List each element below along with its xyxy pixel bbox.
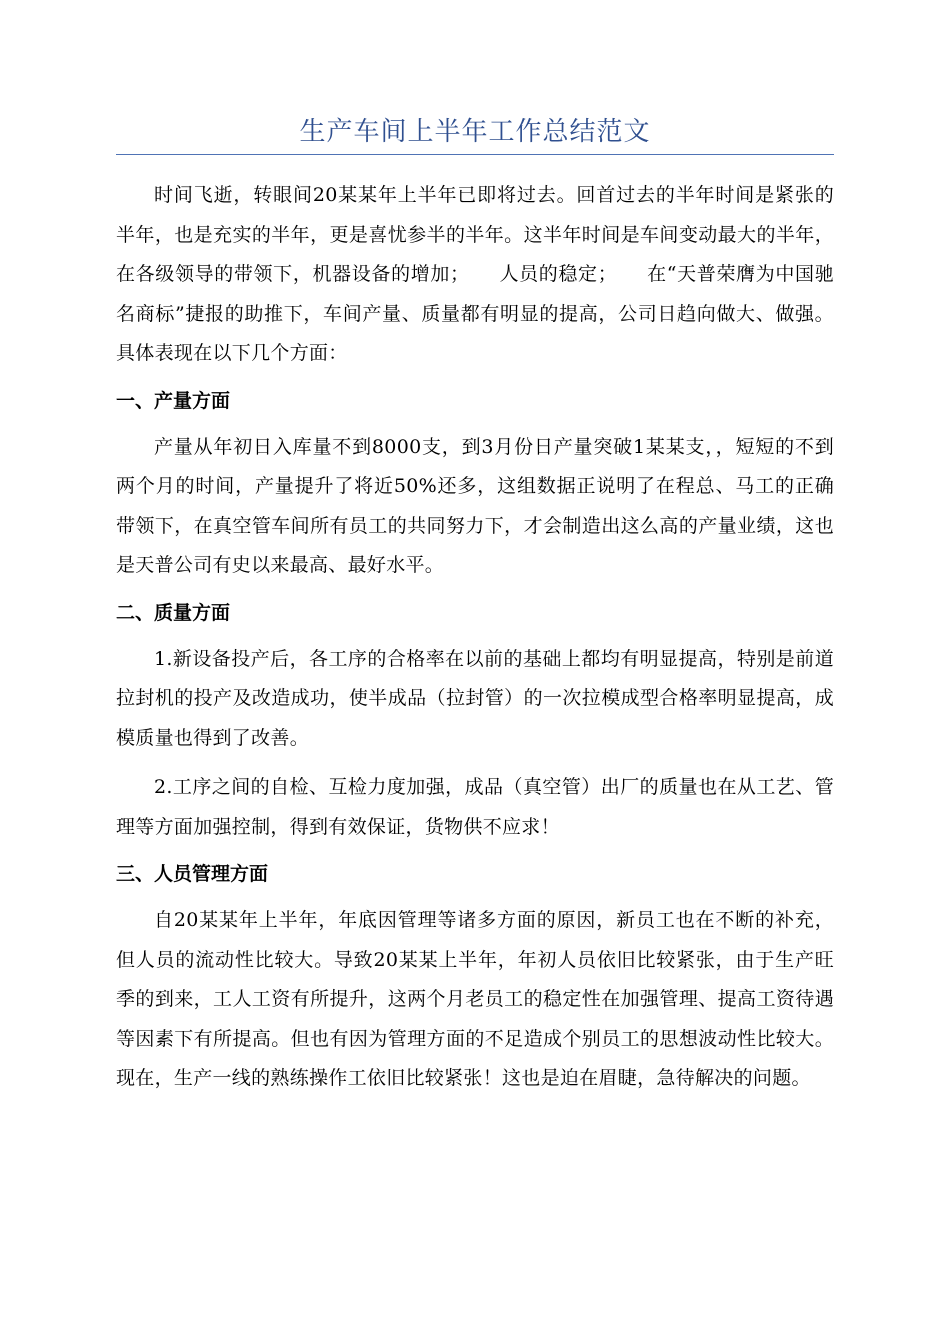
section-heading-output: 一、产量方面 [116, 389, 231, 412]
document-page [116, 112, 834, 1099]
section-heading-quality: 二、质量方面 [116, 601, 231, 624]
paragraph-spacer [116, 758, 834, 768]
intro-paragraph: 时间飞逝，转眼间20某某年上半年已即将过去。回首过去的半年时间是紧张的半年，也是充实的半年，更是喜忧参半的半年。这半年时间是车间变动最大的半年，在各级领导的带领下，机器设备的增加； 人员的稳定； 在“天普荣膺为中国驰名商标”捷报的助推下，车间产量、质量都有明显的提高，公司日趋向做大、做强。具体表现在以下几个方面： [116, 184, 834, 364]
personnel-paragraph: 自20某某年上半年，年底因管理等诸多方面的原因，新员工也在不断的补充，但人员的流动性比较大。导致20某某上半年，年初人员依旧比较紧张，由于生产旺季的到来，工人工资有所提升，这两个月老员工的稳定性在加强管理、提高工资待遇等因素下有所提高。但也有因为管理方面的不足造成个别员工的思想波动性比较大。现在，生产一线的熟练操作工依旧比较紧张！这也是迫在眉睫，急待解决的问题。 [116, 909, 834, 1089]
section-heading-personnel: 三、人员管理方面 [116, 863, 269, 885]
document-title: 生产车间上半年工作总结范文 [299, 117, 651, 147]
output-paragraph: 产量从年初日入库量不到8000支，到3月份日产量突破1某某支，，短短的不到两个月的时间，产量提升了将近50%还多，这组数据正说明了在程总、马工的正确带领下，在真空管车间所有员工的共同努力下，才会制造出这么高的产量业绩，这也是天普公司有史以来最高、最好水平。 [116, 435, 834, 576]
quality-paragraph-1: 1.新设备投产后，各工序的合格率在以前的基础上都均有明显提高，特别是前道拉封机的投产及改造成功，使半成品（拉封管）的一次拉模成型合格率明显提高，成模质量也得到了改善。 [116, 647, 834, 749]
quality-paragraph-2: 2.工序之间的自检、互检力度加强，成品（真空管）出厂的质量也在从工艺、管理等方面加强控制，得到有效保证，货物供不应求！ [116, 776, 834, 838]
title-underline [116, 154, 834, 155]
